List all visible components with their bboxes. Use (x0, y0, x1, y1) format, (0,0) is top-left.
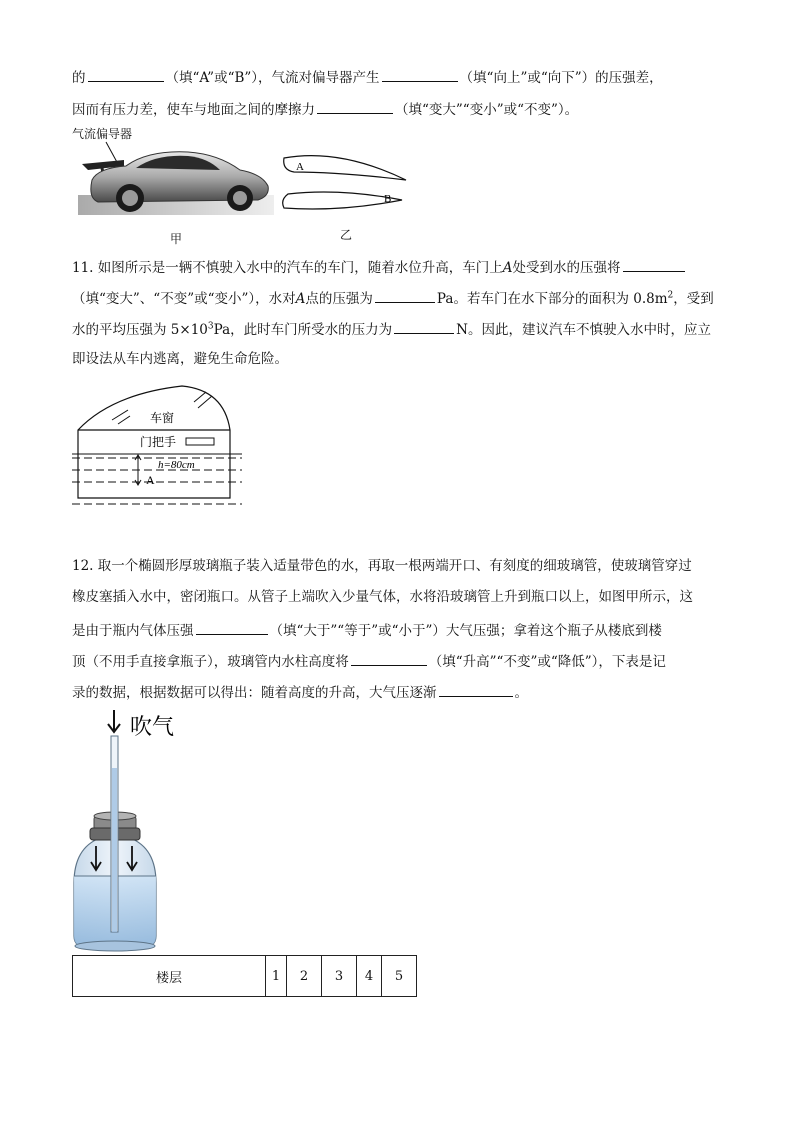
blow-label: 吹气 (130, 715, 175, 740)
table-header-cell: 楼层 (73, 956, 266, 997)
answer-blank[interactable] (351, 650, 427, 666)
table-cell: 1 (266, 956, 287, 997)
handle-label: 门把手 (140, 435, 177, 449)
figure-caption-yi: 乙 (340, 228, 353, 242)
point-a-label: A (146, 473, 155, 487)
q12-line-4: 顶（不用手直接拿瓶子），玻璃管内水柱高度将 （填“升高”“不变”或“降低”），下表是记 (72, 650, 666, 672)
q11-line-1: 11. 如图所示是一辆不慎驶入水中的汽车的车门，随着水位升高，车门上A处受到水的压强将 (72, 256, 687, 278)
answer-blank[interactable] (196, 619, 268, 635)
table-cell: 5 (382, 956, 417, 997)
answer-blank[interactable] (439, 681, 513, 697)
q12-line-5: 录的数据，根据数据可以得出：随着高度的升高，大气压逐渐 。 (72, 681, 528, 703)
answer-blank[interactable] (394, 318, 454, 334)
car-door-diagram (72, 380, 242, 510)
q10-line-1: 的 （填“A”或“B”），气流对偏导器产生 （填“向上”或“向下”）的压强差， (72, 66, 663, 88)
airfoil-label-b: B (384, 193, 392, 205)
bottle-diagram (70, 708, 200, 953)
table-cell: 4 (357, 956, 382, 997)
q10-line-2: 因而有压力差，使车与地面之间的摩擦力 （填“变大”“变小”或“不变”）。 (72, 98, 578, 120)
depth-label: h=80cm (158, 459, 195, 471)
car-illustration (78, 140, 274, 220)
q12-line-3: 是由于瓶内气体压强 （填“大于”“等于”或“小于”）大气压强；拿着这个瓶子从楼底到楼 (72, 619, 662, 641)
answer-blank[interactable] (88, 66, 164, 82)
table-cell: 3 (322, 956, 357, 997)
q12-line-2: 橡皮塞插入水中，密闭瓶口。从管子上端吹入少量气体，水将沿玻璃管上升到瓶口以上，如图甲所示，这 (72, 589, 693, 605)
q12-line-1: 12. 取一个椭圆形厚玻璃瓶子装入适量带色的水，再取一根两端开口、有刻度的细玻璃管，使玻璃管穿过 (72, 558, 692, 574)
figure-caption-jia: 甲 (170, 232, 183, 246)
airfoil-diagram (280, 150, 410, 214)
floor-data-table (72, 955, 417, 997)
table-cell: 2 (287, 956, 322, 997)
answer-blank[interactable] (623, 256, 685, 272)
answer-blank[interactable] (317, 98, 393, 114)
window-label: 车窗 (150, 411, 175, 425)
answer-blank[interactable] (382, 66, 458, 82)
q11-line-3: 水的平均压强为 $5\times 10^3Pa$，此时车门所受水的压力为 N。因此，建议汽车不慎驶入水中时，应立 (72, 318, 711, 340)
q11-line-4: 即设法从车内逃离，避免生命危险。 (72, 351, 288, 367)
airfoil-label-a: A (296, 161, 304, 173)
table-row (73, 956, 417, 997)
q11-line-2: （填“变大”、“不变”或“变小”），水对A点的压强为 Pa。若车门在水下部分的面积为 $0.8m^2$，受到 (72, 287, 714, 309)
answer-blank[interactable] (375, 287, 435, 303)
spoiler-label: 气流偏导器 (72, 127, 133, 141)
